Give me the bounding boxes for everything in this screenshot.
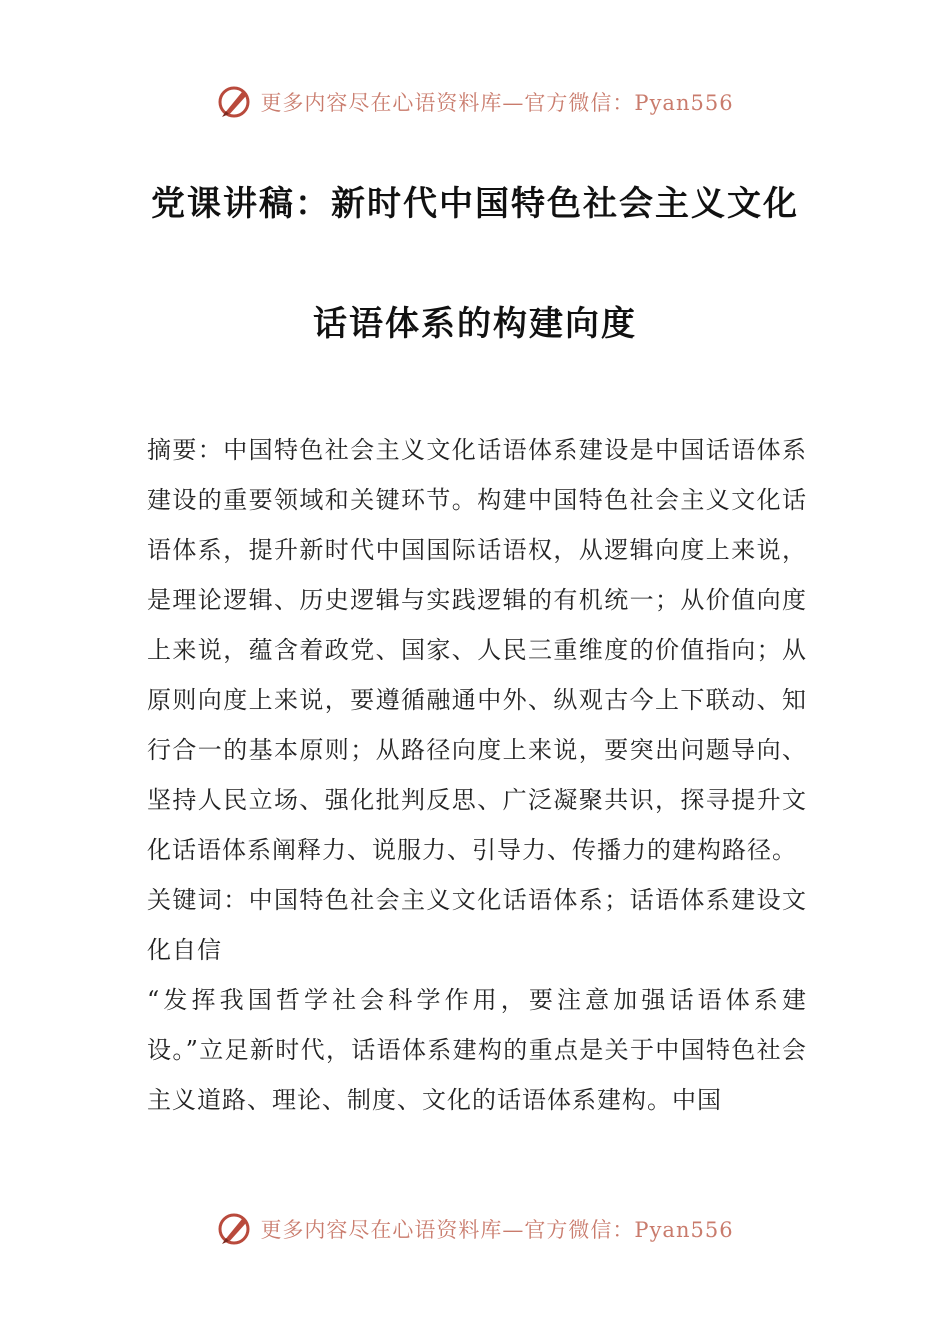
header-banner — [0, 80, 950, 124]
abstract-paragraph: 摘要：中国特色社会主义文化话语体系建设是中国话语体系建设的重要领域和关键环节。构建中国特色社会主义文化话语体系，提升新时代中国国际话语权，从逻辑向度上来说，是理论逻辑、历史逻辑与实践逻辑的有机统一；从价值向度上来说，蕴含着政党、国家、人民三重维度的价值指向；从原则向度上来说，要遵循融通中外、纵观古今上下联动、知行合一的基本原则；从路径向度上来说，要突出问题导向、坚持人民立场、强化批判反思、广泛凝聚共识，探寻提升文化话语体系阐释力、说服力、引导力、传播力的建构路径。 — [147, 436, 807, 864]
footer-banner-text: 更多内容尽在心语资料库—官方微信：Pyan556 — [260, 1218, 734, 1242]
document-body — [147, 425, 807, 1125]
body-paragraph: “发挥我国哲学社会科学作用，要注意加强话语体系建设。”立足新时代，话语体系建构的重点是关于中国特色社会主义道路、理论、制度、文化的话语体系建构。中国 — [147, 986, 807, 1114]
footer-banner — [0, 1207, 950, 1251]
pen-logo-icon — [216, 1211, 252, 1247]
header-banner-text: 更多内容尽在心语资料库—官方微信：Pyan556 — [260, 91, 734, 115]
keywords-paragraph: 关键词：中国特色社会主义文化话语体系；话语体系建设文化自信 — [147, 886, 807, 964]
page-title-line-2: 话语体系的构建向度 — [313, 304, 637, 344]
page-title-line-1: 党课讲稿：新时代中国特色社会主义文化 — [151, 184, 799, 224]
pen-logo-icon — [216, 84, 252, 120]
